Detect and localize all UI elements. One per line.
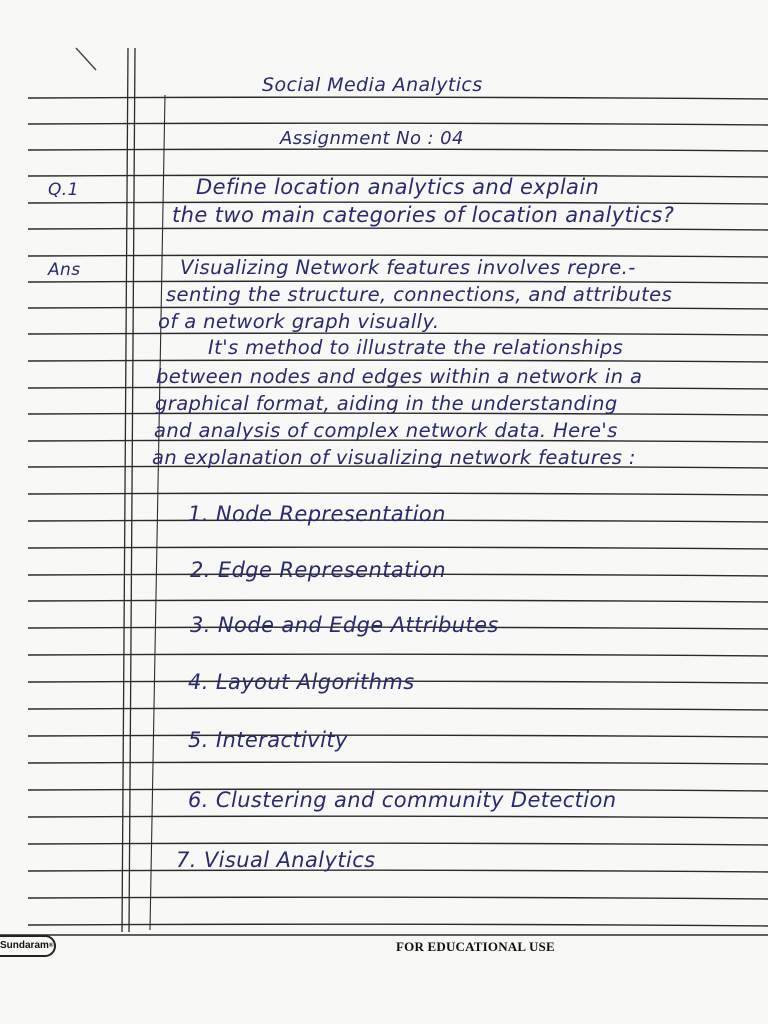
answer-line-3: of a network graph visually. — [158, 310, 440, 333]
rule-line — [28, 97, 768, 99]
answer-line-1: Visualizing Network features involves repre.- — [180, 256, 636, 279]
rule-line — [28, 307, 768, 309]
rule-line — [28, 228, 768, 230]
answer-line-2: senting the structure, connections, and attributes — [166, 283, 673, 306]
question-label: Q.1 — [48, 180, 79, 200]
margin-line-inner — [150, 95, 165, 930]
registered-mark: ® — [48, 943, 54, 949]
page-title: Social Media Analytics — [262, 74, 483, 96]
rule-line — [28, 333, 768, 335]
rule-line — [28, 870, 768, 872]
rule-line — [28, 547, 768, 549]
list-item: 5. Interactivity — [188, 728, 348, 752]
question-line-1: Define location analytics and explain — [196, 175, 600, 199]
rule-line — [28, 149, 768, 151]
footer-note: FOR EDUCATIONAL USE — [396, 939, 555, 954]
rule-line — [28, 123, 768, 125]
list-item: 6. Clustering and community Detection — [188, 788, 617, 812]
rule-line — [28, 708, 768, 710]
rule-line — [28, 493, 768, 495]
pen-mark — [76, 48, 96, 70]
assignment-number: Assignment No : 04 — [280, 128, 464, 149]
answer-label: Ans — [48, 260, 81, 280]
rule-line — [28, 897, 768, 899]
list-item: 3. Node and Edge Attributes — [190, 613, 499, 637]
answer-line-4: It's method to illustrate the relationships — [208, 336, 624, 359]
answer-line-8: an explanation of visualizing network features : — [152, 446, 636, 469]
rule-line — [28, 360, 768, 362]
rule-line — [28, 924, 768, 926]
rule-line — [28, 654, 768, 656]
rule-line — [28, 762, 768, 764]
answer-line-5: between nodes and edges within a network in a — [156, 365, 643, 388]
list-item: 1. Node Representation — [188, 502, 446, 526]
list-item: 4. Layout Algorithms — [188, 670, 415, 694]
rule-line — [28, 843, 768, 845]
rule-line — [28, 735, 768, 737]
margin-line-left — [122, 48, 128, 932]
answer-line-7: and analysis of complex network data. Here's — [154, 419, 618, 442]
rule-line — [28, 816, 768, 818]
list-item: 7. Visual Analytics — [176, 848, 376, 872]
answer-line-6: graphical format, aiding in the understanding — [155, 392, 618, 415]
rule-line — [28, 600, 768, 602]
question-line-2: the two main categories of location analytics? — [172, 203, 675, 227]
brand-name: Sundaram — [0, 940, 49, 951]
list-item: 2. Edge Representation — [190, 558, 446, 582]
brand-logo — [0, 935, 56, 957]
margin-line-right — [129, 48, 135, 932]
